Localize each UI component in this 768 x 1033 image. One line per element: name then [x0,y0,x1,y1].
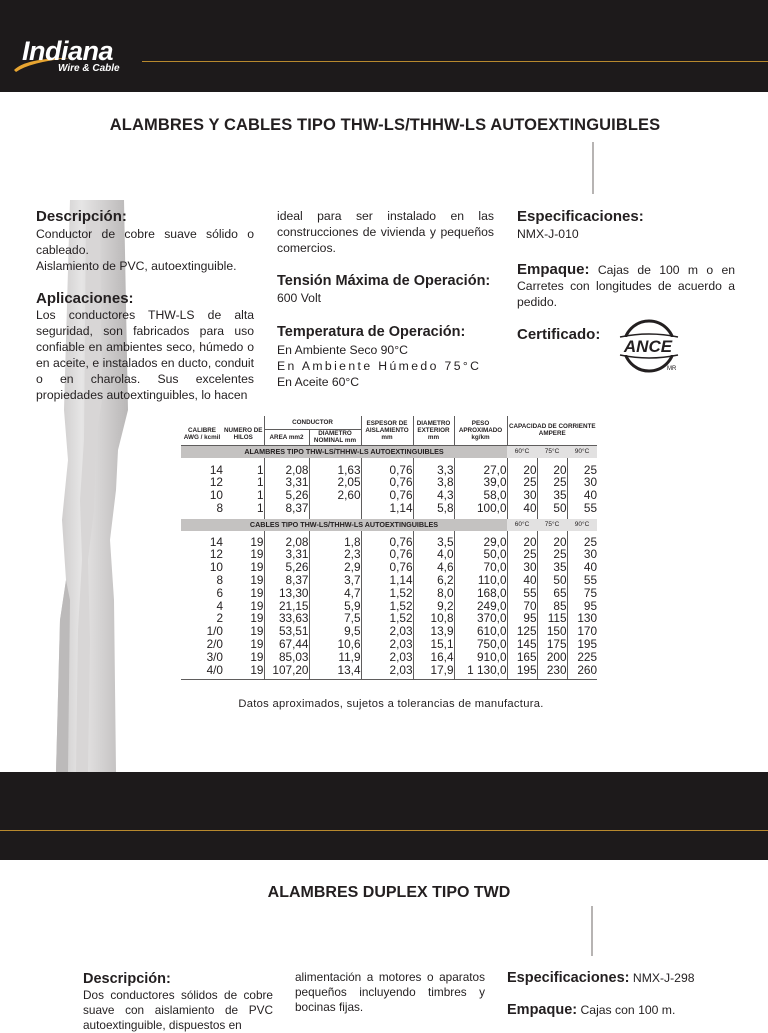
table-cell: 5,8 [413,502,454,515]
table-cell: 25 [537,476,567,489]
descripcion-line-2: Aislamiento de PVC, autoextinguible. [36,259,237,273]
table-cell: 1 [223,464,264,477]
table-cell: 10,8 [413,612,454,625]
table-cell: 2 [216,611,223,626]
table-cell: 19 [223,651,264,664]
table-cell: 25 [583,534,598,549]
table-cell: 19 [223,574,264,587]
table-cell: 95 [583,598,598,613]
table-cell: 4,0 [413,548,454,561]
empaque2-value: Cajas con 100 m. [580,1003,676,1017]
col-peso: PESO APROXIMADO kg/km [454,416,507,445]
col-hilos: NUMERO DE HILOS [223,416,264,445]
logo-name: Indiana [22,36,114,66]
col-diametro: DIAMETRO NOMINAL mm [309,429,361,445]
table-cell: 7,5 [309,612,361,625]
table-cell: 1,8 [309,536,361,549]
table-cell: 19 [223,600,264,613]
table-cell: 55 [507,587,537,600]
table-cell: 55 [583,500,598,515]
table-cell: 2,03 [361,638,413,651]
table-cell: 9,5 [309,625,361,638]
table-cell: 2,03 [361,651,413,664]
table-cell: 19 [223,625,264,638]
table-cell: 3,7 [309,574,361,587]
table-row [181,638,597,651]
table-cell: 30 [507,489,537,502]
table-cell: 8,37 [264,574,309,587]
empaque-text: Cajas de 100 m o en Carretes con longitudes de acuerdo a pedido. [517,263,735,309]
table-cell: 85,03 [264,651,309,664]
table-cell: 58,0 [454,489,507,502]
table-cell: 910,0 [454,651,507,664]
table-cell: 230 [537,664,567,677]
table-cell: 0,76 [361,476,413,489]
table-cell: 30 [583,547,598,562]
section-title: ALAMBRES Y CABLES TIPO THW-LS/THHW-LS AUTOEXTINGUIBLES [109,116,661,134]
table-cell: 5,9 [309,600,361,613]
table-cell: 2,03 [361,664,413,677]
table-cell: 25 [583,462,598,477]
table-cell: 1 [223,489,264,502]
empaque2-block [507,1002,747,1018]
table-cell: 35 [537,561,567,574]
col-calibre: CALIBRE AWG / kcmil [181,416,223,445]
table-cell: 1,52 [361,612,413,625]
table-cell: 3,31 [264,548,309,561]
col-capacidad: CAPACIDAD DE CORRIENTE AMPERE [507,416,597,445]
table-cell: 0,76 [361,561,413,574]
table-cell: 170 [577,624,598,639]
ance-mark: MR [667,366,677,372]
table-cell: 70 [507,600,537,613]
spacer [181,676,597,679]
wire-illustration [56,200,146,772]
table-cell: 2,60 [309,489,361,502]
table-cell [309,502,361,515]
table-row [181,502,597,515]
table-cell: 40 [507,574,537,587]
section2-title: ALAMBRES DUPLEX TIPO TWD [267,884,511,901]
table-cell: 25 [537,548,567,561]
table-cell: 3,5 [413,536,454,549]
table-cell: 30 [583,475,598,490]
table-cell: 33,63 [264,612,309,625]
temp-60: 60°C [507,445,537,458]
table-cell: 19 [223,638,264,651]
table-cell: 67,44 [264,638,309,651]
table-cell: 0,76 [361,464,413,477]
table-row [181,664,597,677]
table-cell: 35 [537,489,567,502]
table-cell: 165 [507,651,537,664]
table-cell: 0,76 [361,548,413,561]
table-cell: 130 [577,611,598,626]
col-espesor: ESPESOR DE AISLAMIENTO mm [361,416,413,445]
table-cell: 20 [507,536,537,549]
table-cell: 8,37 [264,502,309,515]
aplicaciones-text: Los conductores THW-LS de alta seguridad, son fabricados para uso confiable en ambientes seco, húmedo o en aceite, e instalados en ducto, conduit o en charolas. Sus excelentes propiedades autoextinguibles, lo hacen [36,308,254,402]
table-cell: 50 [537,574,567,587]
table-cell: 12 [209,475,223,490]
temp-90: 90°C [567,519,597,531]
table-cell: 13,9 [413,625,454,638]
descripcion-text [36,226,254,274]
table-cell: 19 [223,664,264,677]
table-cell: 50 [537,502,567,515]
alambres-rows [181,464,597,515]
table-cell: 1,63 [309,464,361,477]
table-cell: 14 [209,462,223,477]
table-cell: 39,0 [454,476,507,489]
table-cell: 40 [583,488,598,503]
table-cell: 10,6 [309,638,361,651]
table-cell: 1 130,0 [454,664,507,677]
descripcion-heading: Descripción: [36,208,127,225]
divider-band [0,772,768,860]
table-cell: 16,4 [413,651,454,664]
table-cell: 107,20 [264,664,309,677]
descripcion2-text: Dos conductores sólidos de cobre suave con aislamiento de PVC autoextinguible, dispuestos en [83,988,273,1032]
table-cell: 11,9 [309,651,361,664]
table-cell: 2,05 [309,476,361,489]
table-cell: 10 [209,488,223,503]
table-cell: 9,2 [413,600,454,613]
table-cell: 1,14 [361,574,413,587]
table-cell: 5,26 [264,489,309,502]
empaque-block [517,262,735,310]
table-cell: 40 [583,560,598,575]
table-cell: 2,08 [264,536,309,549]
table-cell: 125 [507,625,537,638]
table-cell: 19 [223,536,264,549]
table-cell: 13,4 [309,664,361,677]
especificaciones-heading: Especificaciones: [517,208,644,225]
divider [592,142,594,194]
table-cell: 168,0 [454,587,507,600]
table-cell: 4 [216,598,223,613]
table-cell: 27,0 [454,464,507,477]
table-cell: 15,1 [413,638,454,651]
table-cell: 2,3 [309,548,361,561]
table-cell: 70,0 [454,561,507,574]
tension-value: 600 Volt [277,291,322,305]
band-cables: CABLES TIPO THW-LS/THHW-LS AUTOEXTINGUIBLES [181,519,507,531]
table-cell: 1 [223,502,264,515]
table-cell: 65 [537,587,567,600]
table-cell: 200 [537,651,567,664]
table-cell: 750,0 [454,638,507,651]
table-cell: 85 [537,600,567,613]
especificaciones2-value: NMX-J-298 [632,971,695,985]
table-cell: 1,14 [361,502,413,515]
col-area: AREA mm2 [264,429,309,445]
temperatura-list [277,342,494,390]
table-cell: 8 [216,573,223,588]
table-cell: 195 [507,664,537,677]
table-cell: 20 [507,464,537,477]
table-cell: 1 [223,476,264,489]
table-cell: 1,52 [361,587,413,600]
descripcion2-heading: Descripción: [83,971,171,987]
table-cell: 610,0 [454,625,507,638]
aplicaciones-continued: ideal para ser instalado en las construcciones de vivienda y pequeños comercios. [277,209,494,255]
table-cell: 40 [507,502,537,515]
table-cell: 25 [507,476,537,489]
table-cell: 2,03 [361,625,413,638]
table-cell: 17,9 [413,664,454,677]
table-cell: 53,51 [264,625,309,638]
indiana-logo [12,36,142,78]
temp-humedo: En Ambiente Húmedo 75°C [277,359,482,373]
table-cell: 14 [209,534,223,549]
spec-table [181,416,597,680]
especificaciones-value: NMX-J-010 [517,227,579,241]
table-cell: 1/0 [206,624,223,639]
divider [591,906,593,956]
temp-aceite: En Aceite 60°C [277,375,360,389]
table-cell: 1,52 [361,600,413,613]
table-cell: 3,8 [413,476,454,489]
table-cell: 4,7 [309,587,361,600]
table-note: Datos aproximados, sujetos a tolerancias de manufactura. [238,698,544,710]
table-cell: 195 [577,637,598,652]
table-cell: 19 [223,548,264,561]
col2-text: alimentación a motores o aparatos pequeños incluyendo timbres y bocinas fijas. [295,970,485,1014]
temp-75: 75°C [537,445,567,458]
table-cell: 4,3 [413,489,454,502]
table-cell: 3/0 [206,649,223,664]
table-cell: 55 [583,573,598,588]
table-cell: 20 [537,464,567,477]
band-alambres: ALAMBRES TIPO THW-LS/THHW-LS AUTOEXTINGUIBLES [181,445,507,458]
especificaciones2-block [507,970,747,986]
temp-seco: En Ambiente Seco 90°C [277,343,408,357]
table-cell: 21,15 [264,600,309,613]
table-cell: 100,0 [454,502,507,515]
table-cell: 12 [209,547,223,562]
table-cell: 2/0 [206,637,223,652]
table-cell: 2,08 [264,464,309,477]
table-cell: 19 [223,587,264,600]
table-cell: 150 [537,625,567,638]
table-cell: 145 [507,638,537,651]
empaque-heading: Empaque: [517,261,590,278]
table-cell: 5,26 [264,561,309,574]
table-cell: 20 [537,536,567,549]
table-cell: 370,0 [454,612,507,625]
table-cell: 4,6 [413,561,454,574]
aplicaciones-heading: Aplicaciones: [36,290,134,307]
table-cell: 4/0 [206,662,223,677]
tension-heading: Tensión Máxima de Operación: [277,273,491,289]
table-cell: 0,76 [361,536,413,549]
temp-75: 75°C [537,519,567,531]
table-cell: 19 [223,561,264,574]
divider-band-rule [0,830,768,831]
table-cell: 3,31 [264,476,309,489]
table-row [181,489,597,502]
table-cell: 249,0 [454,600,507,613]
table-cell: 6 [216,585,223,600]
especificaciones2-heading: Especificaciones: [507,970,630,986]
logo-subtitle: Wire & Cable [58,63,120,74]
table-cell: 8,0 [413,587,454,600]
table-cell: 6,2 [413,574,454,587]
temperatura-heading: Temperatura de Operación: [277,324,466,340]
table-cell: 50,0 [454,548,507,561]
table-cell: 10 [209,560,223,575]
table-cell: 29,0 [454,536,507,549]
table-cell: 0,76 [361,489,413,502]
table-cell: 2,9 [309,561,361,574]
temp-60: 60°C [507,519,537,531]
table-cell: 3,3 [413,464,454,477]
table-cell: 95 [507,612,537,625]
table-cell: 8 [216,500,223,515]
table-cell: 115 [537,612,567,625]
table-cell: 30 [507,561,537,574]
col-diam-ext: DIAMETRO EXTERIOR mm [413,416,454,445]
table-cell: 175 [537,638,567,651]
table-row [181,587,597,600]
temp-90: 90°C [567,445,597,458]
table-cell: 19 [223,612,264,625]
table-cell: 225 [577,649,598,664]
table-cell: 25 [507,548,537,561]
descripcion-line-1: Conductor de cobre suave sólido o cableado. [36,227,254,257]
table-cell: 110,0 [454,574,507,587]
table-cell: 13,30 [264,587,309,600]
table-cell: 260 [577,662,598,677]
certificado-heading: Certificado: [517,326,601,343]
table-row [181,574,597,587]
spec-table-grid [181,416,597,680]
header-rule [142,61,768,62]
table-row [181,651,597,664]
table-cell: 75 [583,585,598,600]
col-conductor: CONDUCTOR [264,416,361,429]
cables-rows [181,536,597,677]
ance-logo-text: ANCE [623,337,673,356]
empaque2-heading: Empaque: [507,1002,578,1018]
